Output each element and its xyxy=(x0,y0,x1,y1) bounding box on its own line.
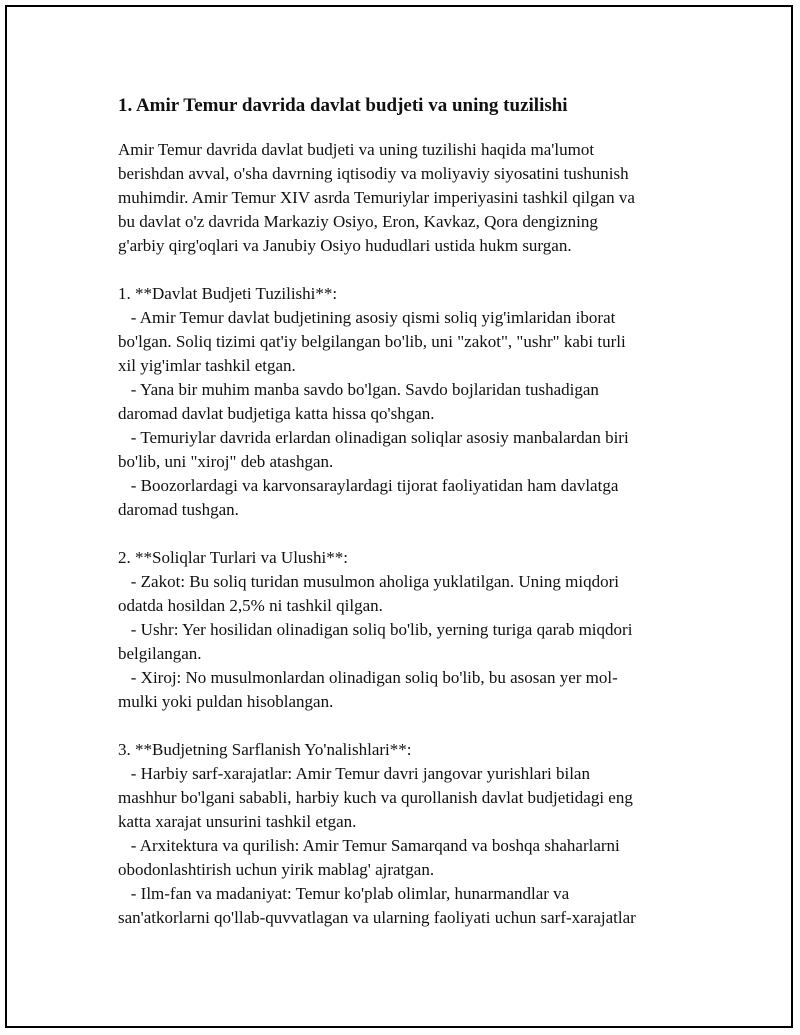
text-line: muhimdir. Amir Temur XIV asrda Temuriylar imperiyasini tashkil qilgan va xyxy=(118,188,635,207)
section-heading: 3. **Budjetning Sarflanish Yo'nalishlari**: xyxy=(118,740,412,759)
text-line: obodonlashtirish uchun yirik mablag' ajratgan. xyxy=(118,860,435,879)
text-line: - Arxitektura va qurilish: Amir Temur Samarqand va boshqa shaharlarni xyxy=(118,836,620,855)
text-line: berishdan avval, o'sha davrning iqtisodiy va moliyaviy siyosatini tushunish xyxy=(118,164,629,183)
text-line: Amir Temur davrida davlat budjeti va uning tuzilishi haqida ma'lumot xyxy=(118,140,595,159)
text-line: - Boozorlardagi va karvonsaraylardagi tijorat faoliyatidan ham davlatga xyxy=(118,476,619,495)
document-text xyxy=(118,138,698,930)
document-body xyxy=(118,92,698,930)
text-line: mulki yoki puldan hisoblangan. xyxy=(118,692,334,711)
text-line: san'atkorlarni qo'llab-quvvatlagan va ularning faoliyati uchun sarf-xarajatlar xyxy=(118,908,636,927)
text-line: daromad tushgan. xyxy=(118,500,239,519)
text-line: g'arbiy qirg'oqlari va Janubiy Osiyo hududlari ustida hukm surgan. xyxy=(118,236,572,255)
text-line: - Temuriylar davrida erlardan olinadigan soliqlar asosiy manbalardan biri xyxy=(118,428,629,447)
blank-line xyxy=(118,522,698,546)
blank-line xyxy=(118,714,698,738)
text-line: - Ilm-fan va madaniyat: Temur ko'plab olimlar, hunarmandlar va xyxy=(118,884,570,903)
section-heading: 2. **Soliqlar Turlari va Ulushi**: xyxy=(118,548,348,567)
document-title: 1. Amir Temur davrida davlat budjeti va uning tuzilishi xyxy=(118,95,568,116)
text-line: daromad davlat budjetiga katta hissa qo'shgan. xyxy=(118,404,435,423)
text-line: - Amir Temur davlat budjetining asosiy qismi soliq yig'imlaridan iborat xyxy=(118,308,616,327)
blank-line xyxy=(118,258,698,282)
text-line: bu davlat o'z davrida Markaziy Osiyo, Eron, Kavkaz, Qora dengizning xyxy=(118,212,598,231)
text-line: belgilangan. xyxy=(118,644,202,663)
text-line: mashhur bo'lgani sababli, harbiy kuch va qurollanish davlat budjetidagi eng xyxy=(118,788,633,807)
text-line: katta xarajat unsurini tashkil etgan. xyxy=(118,812,357,831)
text-line: xil yig'imlar tashkil etgan. xyxy=(118,356,296,375)
text-line: - Zakot: Bu soliq turidan musulmon aholiga yuklatilgan. Uning miqdori xyxy=(118,572,619,591)
text-line: bo'lgan. Soliq tizimi qat'iy belgilangan bo'lib, uni "zakot", "ushr" kabi turli xyxy=(118,332,626,351)
text-line: - Yana bir muhim manba savdo bo'lgan. Savdo bojlaridan tushadigan xyxy=(118,380,599,399)
text-line: - Harbiy sarf-xarajatlar: Amir Temur davri jangovar yurishlari bilan xyxy=(118,764,590,783)
text-line: odatda hosildan 2,5% ni tashkil qilgan. xyxy=(118,596,383,615)
section-heading: 1. **Davlat Budjeti Tuzilishi**: xyxy=(118,284,338,303)
text-line: - Xiroj: No musulmonlardan olinadigan soliq bo'lib, bu asosan yer mol- xyxy=(118,668,618,687)
text-line: bo'lib, uni "xiroj" deb atashgan. xyxy=(118,452,334,471)
text-line: - Ushr: Yer hosilidan olinadigan soliq bo'lib, yerning turiga qarab miqdori xyxy=(118,620,633,639)
